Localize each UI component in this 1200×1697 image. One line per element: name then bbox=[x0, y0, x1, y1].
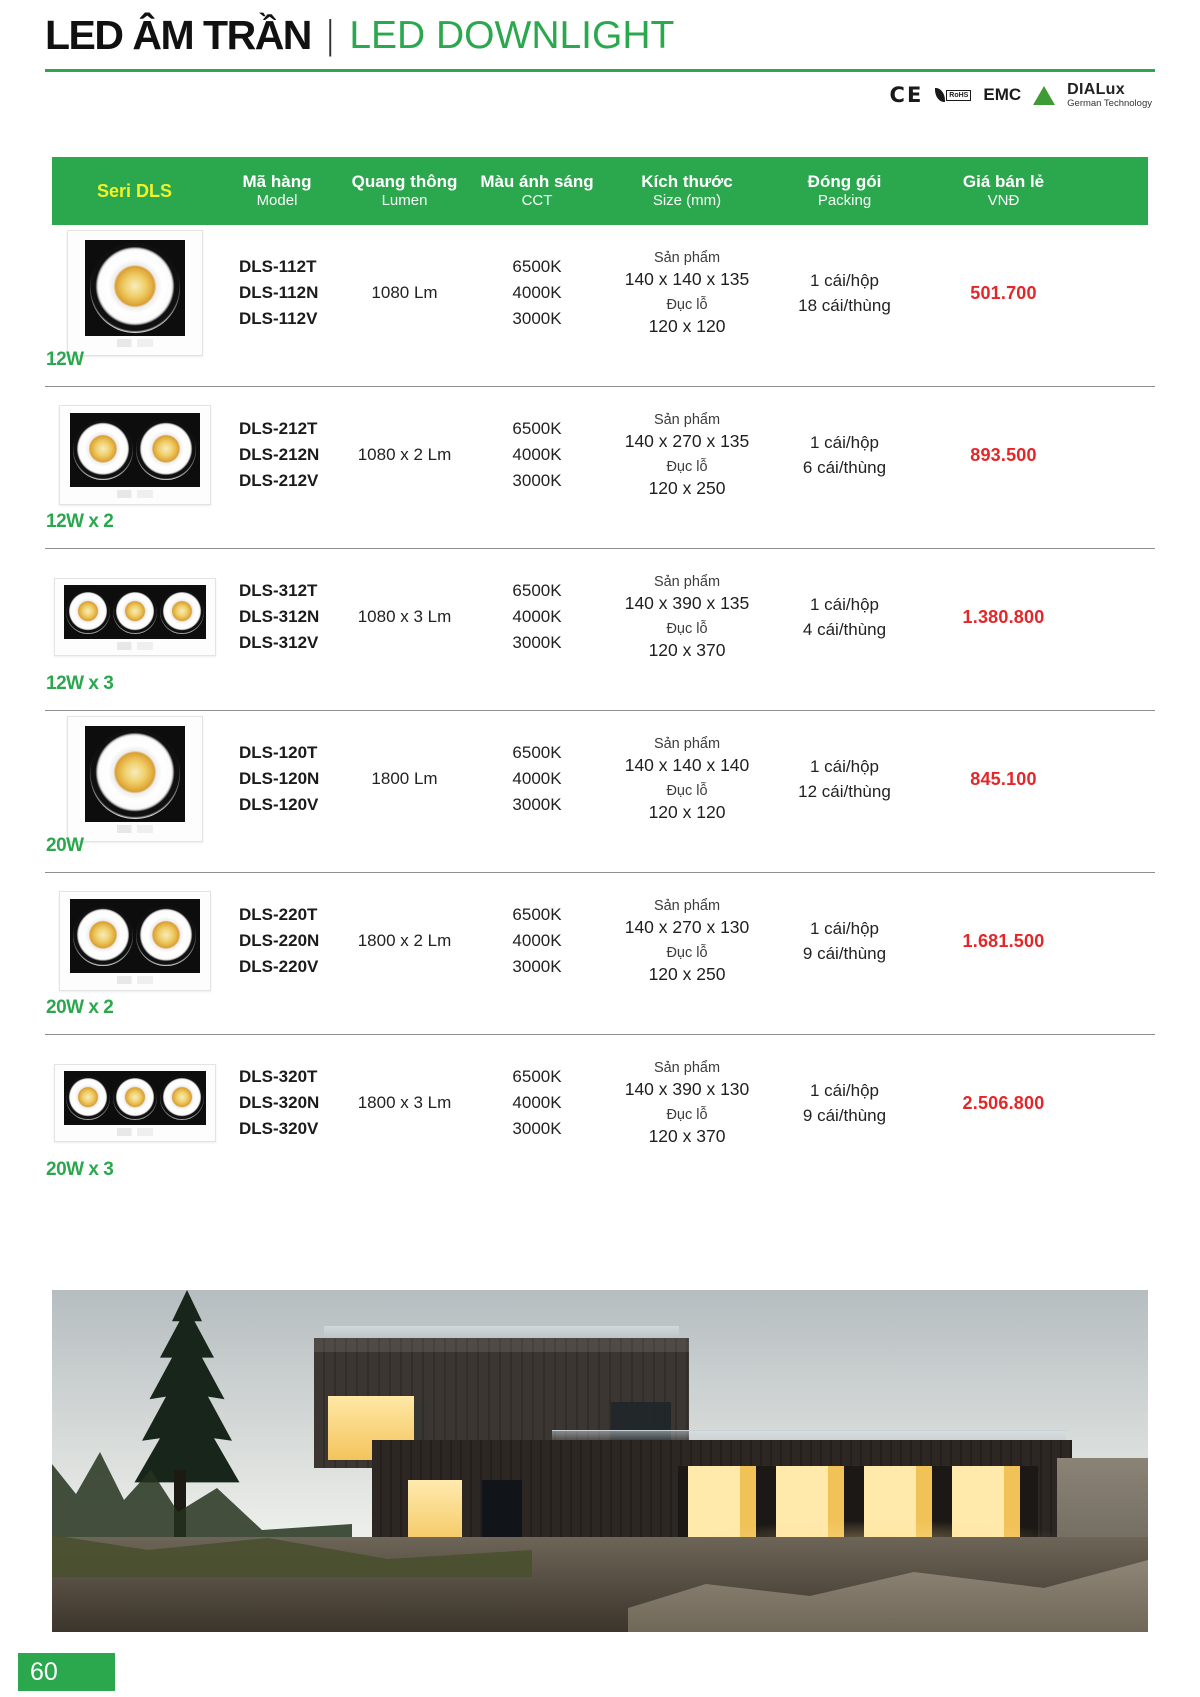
size-cutout-value: 120 x 120 bbox=[648, 316, 726, 336]
packing-cell bbox=[772, 916, 917, 966]
product-image bbox=[52, 230, 217, 356]
model-name: DLS-212N bbox=[239, 445, 320, 464]
table-row bbox=[46, 389, 1148, 549]
fixture-face bbox=[70, 899, 200, 973]
wattage-label: 12W x 2 bbox=[46, 511, 114, 532]
table-header bbox=[52, 157, 1148, 225]
wattage-label: 20W x 3 bbox=[46, 1159, 114, 1180]
model-name: DLS-120V bbox=[239, 795, 319, 814]
cct-lines bbox=[472, 1064, 602, 1142]
column-header-model bbox=[217, 171, 337, 211]
col-size-vi: Kích thước bbox=[641, 172, 733, 191]
table-row bbox=[46, 1037, 1148, 1197]
cct-value: 6500K bbox=[512, 1067, 562, 1086]
size-cutout-label: Đục lỗ bbox=[666, 459, 708, 475]
model-name: DLS-312N bbox=[239, 607, 320, 626]
model-name: DLS-312T bbox=[239, 581, 318, 600]
size-cutout-value: 120 x 120 bbox=[648, 802, 726, 822]
size-cell bbox=[602, 573, 772, 661]
price-value: 2.506.800 bbox=[962, 1092, 1045, 1113]
column-header-cct bbox=[472, 171, 602, 211]
hero-photo bbox=[52, 1290, 1148, 1632]
packing-line-1: 1 cái/hộp bbox=[810, 1081, 879, 1100]
fixture-face bbox=[64, 1071, 206, 1125]
row-divider bbox=[45, 548, 1155, 549]
size-product-label: Sản phẩm bbox=[653, 574, 721, 590]
model-name: DLS-212T bbox=[239, 419, 318, 438]
size-cutout-value: 120 x 250 bbox=[648, 964, 726, 984]
size-product-label: Sản phẩm bbox=[653, 250, 721, 266]
col-size-en: Size (mm) bbox=[652, 192, 722, 210]
packing-line-1: 1 cái/hộp bbox=[810, 757, 879, 776]
lumen-value: 1800 x 3 Lm bbox=[357, 1093, 452, 1112]
triangle-logo-icon bbox=[1033, 86, 1055, 105]
page-title bbox=[45, 12, 1155, 59]
cct-lines bbox=[472, 416, 602, 494]
size-cell bbox=[602, 1059, 772, 1147]
model-name: DLS-320T bbox=[239, 1067, 318, 1086]
cct-value: 3000K bbox=[512, 795, 562, 814]
table-row bbox=[46, 875, 1148, 1035]
packing-cell bbox=[772, 592, 917, 642]
wattage-label: 12W bbox=[46, 349, 84, 370]
price-value: 893.500 bbox=[970, 444, 1037, 465]
size-cutout-label: Đục lỗ bbox=[666, 783, 708, 799]
column-header-size bbox=[602, 171, 772, 211]
model-name: DLS-112N bbox=[239, 283, 319, 302]
model-name: DLS-120T bbox=[239, 743, 318, 762]
lumen-value: 1800 Lm bbox=[371, 769, 438, 788]
model-lines bbox=[217, 254, 337, 332]
fixture-face bbox=[70, 413, 200, 487]
downlight-spot bbox=[73, 420, 133, 480]
col-cct-en: CCT bbox=[521, 192, 553, 210]
packing-line-2: 4 cái/thùng bbox=[802, 620, 887, 639]
cct-value: 6500K bbox=[512, 419, 562, 438]
glass-railing bbox=[324, 1326, 679, 1338]
model-lines bbox=[217, 740, 337, 818]
dialux-subtitle: German Technology bbox=[1067, 98, 1152, 109]
cct-value: 6500K bbox=[512, 743, 562, 762]
model-name: DLS-220V bbox=[239, 957, 319, 976]
cct-value: 6500K bbox=[512, 581, 562, 600]
model-name: DLS-120N bbox=[239, 769, 320, 788]
rohs-icon bbox=[935, 88, 971, 102]
column-header-price bbox=[917, 171, 1148, 211]
downlight-spot bbox=[136, 420, 196, 480]
table-row bbox=[46, 551, 1148, 711]
model-name: DLS-220N bbox=[239, 931, 320, 950]
certification-logos bbox=[890, 82, 1152, 109]
column-header-packing bbox=[772, 171, 917, 211]
emc-mark-icon: EMC bbox=[983, 85, 1022, 105]
col-cct-vi: Màu ánh sáng bbox=[480, 172, 594, 191]
page-number: 60 bbox=[18, 1653, 115, 1691]
fixture-brand-mark bbox=[117, 976, 153, 984]
downlight-fixture bbox=[54, 578, 216, 656]
downlight-spot bbox=[66, 590, 110, 634]
fixture-face bbox=[64, 585, 206, 639]
downlight-spot bbox=[90, 243, 180, 333]
size-cutout-label: Đục lỗ bbox=[666, 1107, 708, 1123]
size-product-value: 140 x 140 x 140 bbox=[624, 755, 750, 775]
packing-cell bbox=[772, 268, 917, 318]
fixture-brand-mark bbox=[117, 1128, 153, 1136]
size-cell bbox=[602, 897, 772, 985]
downlight-spot bbox=[113, 1076, 157, 1120]
header-rule bbox=[45, 69, 1155, 72]
wattage-label: 12W x 3 bbox=[46, 673, 114, 694]
size-cutout-value: 120 x 370 bbox=[648, 640, 726, 660]
leaf-icon bbox=[935, 88, 945, 102]
product-image bbox=[52, 891, 217, 991]
size-product-value: 140 x 270 x 135 bbox=[624, 431, 750, 451]
packing-cell bbox=[772, 1078, 917, 1128]
packing-line-2: 12 cái/thùng bbox=[798, 782, 891, 801]
col-model-en: Model bbox=[256, 192, 298, 210]
product-image bbox=[52, 578, 217, 656]
cct-value: 4000K bbox=[512, 769, 562, 788]
model-name: DLS-112T bbox=[239, 257, 317, 276]
wattage-label: 20W x 2 bbox=[46, 997, 114, 1018]
size-cell bbox=[602, 735, 772, 823]
cct-value: 3000K bbox=[512, 309, 562, 328]
page-header bbox=[45, 12, 1155, 72]
downlight-spot bbox=[160, 590, 204, 634]
cct-lines bbox=[472, 254, 602, 332]
downlight-spot bbox=[90, 729, 180, 819]
product-image bbox=[52, 1064, 217, 1142]
model-name: DLS-320V bbox=[239, 1119, 319, 1138]
fixture-brand-mark bbox=[117, 642, 153, 650]
size-product-value: 140 x 390 x 130 bbox=[624, 1079, 750, 1099]
dialux-label: DIALux bbox=[1067, 81, 1125, 98]
product-image bbox=[52, 405, 217, 505]
cct-value: 3000K bbox=[512, 957, 562, 976]
packing-line-2: 6 cái/thùng bbox=[802, 458, 887, 477]
packing-line-2: 18 cái/thùng bbox=[798, 296, 891, 315]
model-lines bbox=[217, 1064, 337, 1142]
cct-value: 3000K bbox=[512, 633, 562, 652]
col-lumen-en: Lumen bbox=[381, 192, 428, 210]
size-product-label: Sản phẩm bbox=[653, 736, 721, 752]
product-rows bbox=[46, 227, 1148, 1197]
model-lines bbox=[217, 902, 337, 980]
size-product-label: Sản phẩm bbox=[653, 898, 721, 914]
packing-cell bbox=[772, 754, 917, 804]
size-cutout-label: Đục lỗ bbox=[666, 945, 708, 961]
cct-lines bbox=[472, 902, 602, 980]
col-lumen-vi: Quang thông bbox=[351, 172, 458, 191]
size-cutout-label: Đục lỗ bbox=[666, 621, 708, 637]
model-name: DLS-320N bbox=[239, 1093, 320, 1112]
column-header-seri: Seri DLS bbox=[96, 180, 173, 201]
packing-line-2: 9 cái/thùng bbox=[802, 1106, 887, 1125]
downlight-fixture bbox=[59, 405, 211, 505]
cct-lines bbox=[472, 740, 602, 818]
model-lines bbox=[217, 578, 337, 656]
price-value: 501.700 bbox=[970, 282, 1037, 303]
downlight-spot bbox=[136, 906, 196, 966]
cct-value: 4000K bbox=[512, 1093, 562, 1112]
size-cutout-label: Đục lỗ bbox=[666, 297, 708, 313]
row-divider bbox=[45, 386, 1155, 387]
title-vietnamese: LED ÂM TRẦN bbox=[45, 12, 311, 58]
model-name: DLS-312V bbox=[239, 633, 319, 652]
table-row bbox=[46, 227, 1148, 387]
cct-value: 4000K bbox=[512, 283, 562, 302]
cct-value: 6500K bbox=[512, 257, 562, 276]
lumen-value: 1080 x 2 Lm bbox=[357, 445, 452, 464]
model-name: DLS-220T bbox=[239, 905, 318, 924]
size-cell bbox=[602, 411, 772, 499]
packing-line-2: 9 cái/thùng bbox=[802, 944, 887, 963]
lumen-value: 1080 Lm bbox=[371, 283, 438, 302]
row-divider bbox=[45, 710, 1155, 711]
title-separator: | bbox=[327, 13, 334, 57]
column-header-lumen bbox=[337, 171, 472, 211]
col-packing-en: Packing bbox=[817, 192, 872, 210]
col-price-vi: Giá bán lẻ bbox=[962, 172, 1045, 191]
downlight-spot bbox=[73, 906, 133, 966]
size-product-label: Sản phẩm bbox=[653, 412, 721, 428]
price-value: 1.380.800 bbox=[962, 606, 1045, 627]
fixture-face bbox=[85, 240, 185, 336]
downlight-fixture bbox=[67, 716, 203, 842]
fixture-brand-mark bbox=[117, 339, 153, 347]
size-product-label: Sản phẩm bbox=[653, 1060, 721, 1076]
packing-line-1: 1 cái/hộp bbox=[810, 433, 879, 452]
cct-value: 4000K bbox=[512, 931, 562, 950]
size-product-value: 140 x 140 x 135 bbox=[624, 269, 750, 289]
table-row bbox=[46, 713, 1148, 873]
cct-lines bbox=[472, 578, 602, 656]
model-lines bbox=[217, 416, 337, 494]
fixture-brand-mark bbox=[117, 825, 153, 833]
cct-value: 4000K bbox=[512, 607, 562, 626]
price-value: 845.100 bbox=[970, 768, 1037, 789]
rohs-label: RoHS bbox=[946, 90, 971, 101]
size-product-value: 140 x 270 x 130 bbox=[624, 917, 750, 937]
col-packing-vi: Đóng gói bbox=[807, 172, 882, 191]
price-value: 1.681.500 bbox=[962, 930, 1045, 951]
size-cell bbox=[602, 249, 772, 337]
title-english: LED DOWNLIGHT bbox=[349, 13, 675, 57]
col-price-en: VNĐ bbox=[987, 192, 1020, 210]
packing-cell bbox=[772, 430, 917, 480]
cct-value: 3000K bbox=[512, 471, 562, 490]
packing-line-1: 1 cái/hộp bbox=[810, 919, 879, 938]
fixture-brand-mark bbox=[117, 490, 153, 498]
packing-line-1: 1 cái/hộp bbox=[810, 595, 879, 614]
dialux-logo bbox=[1067, 82, 1152, 109]
lumen-value: 1080 x 3 Lm bbox=[357, 607, 452, 626]
cct-value: 3000K bbox=[512, 1119, 562, 1138]
downlight-fixture bbox=[59, 891, 211, 991]
downlight-spot bbox=[66, 1076, 110, 1120]
size-cutout-value: 120 x 370 bbox=[648, 1126, 726, 1146]
downlight-fixture bbox=[67, 230, 203, 356]
size-product-value: 140 x 390 x 135 bbox=[624, 593, 750, 613]
lumen-value: 1800 x 2 Lm bbox=[357, 931, 452, 950]
ce-mark-icon: CE bbox=[889, 83, 924, 108]
downlight-spot bbox=[160, 1076, 204, 1120]
row-divider bbox=[45, 1034, 1155, 1035]
fixture-face bbox=[85, 726, 185, 822]
packing-line-1: 1 cái/hộp bbox=[810, 271, 879, 290]
cct-value: 4000K bbox=[512, 445, 562, 464]
glass-railing bbox=[552, 1430, 1066, 1440]
col-model-vi: Mã hàng bbox=[242, 172, 312, 191]
product-image bbox=[52, 716, 217, 842]
cct-value: 6500K bbox=[512, 905, 562, 924]
model-name: DLS-212V bbox=[239, 471, 319, 490]
downlight-spot bbox=[113, 590, 157, 634]
product-table bbox=[46, 157, 1148, 1197]
wattage-label: 20W bbox=[46, 835, 84, 856]
model-name: DLS-112V bbox=[239, 309, 318, 328]
size-cutout-value: 120 x 250 bbox=[648, 478, 726, 498]
row-divider bbox=[45, 872, 1155, 873]
downlight-fixture bbox=[54, 1064, 216, 1142]
